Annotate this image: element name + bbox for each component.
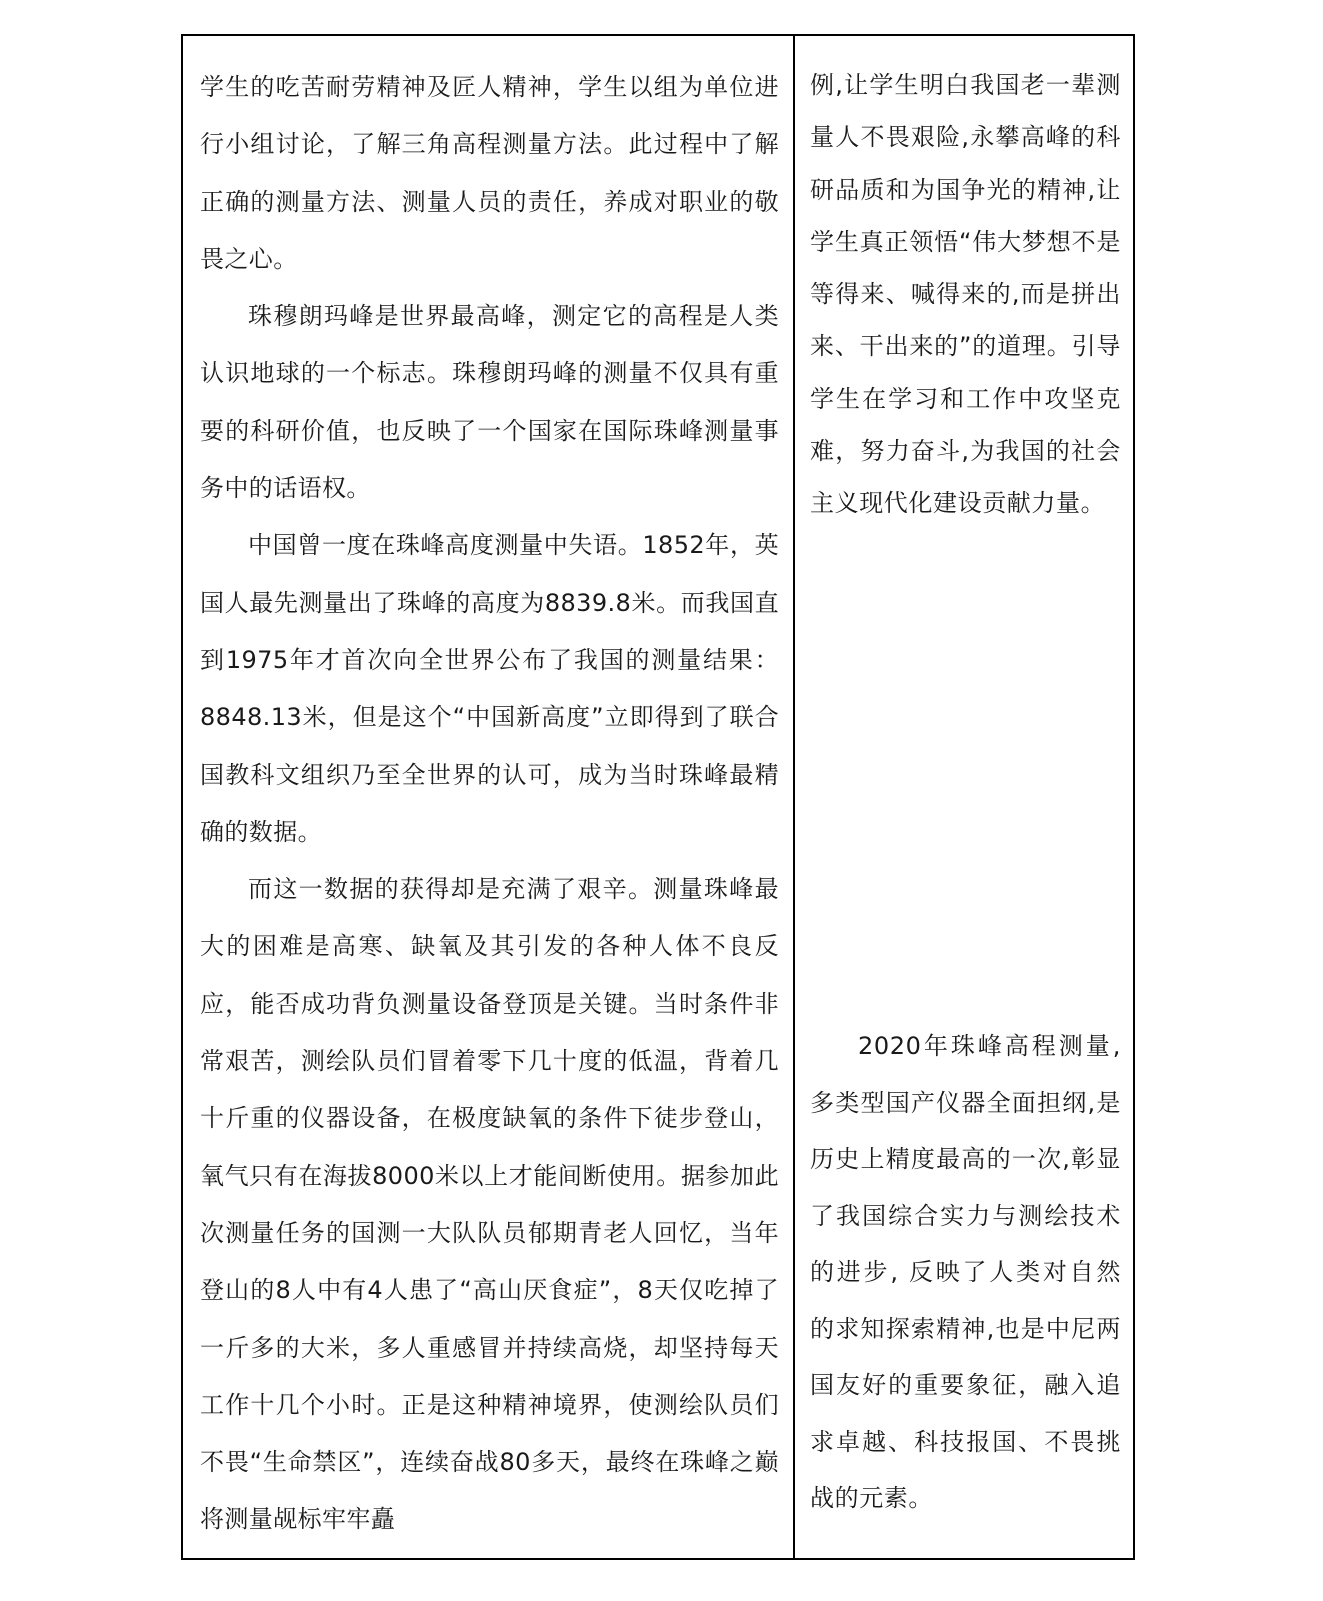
content-table <box>181 34 1135 1560</box>
paragraph-1: 学生的吃苦耐劳精神及匠人精神，学生以组为单位进行小组讨论，了解三角高程测量方法。此过程中了解正确的测量方法、测量人员的责任，养成对职业的敬畏之心。 <box>200 73 779 273</box>
right-column <box>795 36 1133 1558</box>
paragraph-3: 中国曾一度在珠峰高度测量中失语。1852年，英国人最先测量出了珠峰的高度为8839.8米。而我国直到1975年才首次向全世界公布了我国的测量结果：8848.13米，但是这个“中国新高度”立即得到了联合国教科文组织乃至全世界的认可，成为当时珠峰最精确的数据。 <box>200 531 779 846</box>
right-bottom-text: 2020年珠峰高程测量,多类型国产仪器全面担纲,是历史上精度最高的一次,彰显了我国综合实力与测绘技术的进步, 反映了人类对自然的求知探索精神,也是中尼两国友好的重要象征，融入追求卓越、科技报国、不畏挑战的元素。 <box>810 1032 1121 1512</box>
right-top-text: 例,让学生明白我国老一辈测量人不畏艰险,永攀高峰的科研品质和为国争光的精神,让学生真正领悟“伟大梦想不是等得来、喊得来的,而是拼出来、干出来的”的道理。引导学生在学习和工作中攻坚克难，努力奋斗,为我国的社会主义现代化建设贡献力量。 <box>810 71 1121 518</box>
paragraph-4: 而这一数据的获得却是充满了艰辛。测量珠峰最大的困难是高寒、缺氧及其引发的各种人体不良反应，能否成功背负测量设备登顶是关键。当时条件非常艰苦，测绘队员们冒着零下几十度的低温，背着几十斤重的仪器设备，在极度缺氧的条件下徒步登山，氧气只有在海拔8000米以上才能间断使用。据参加此次测量任务的国测一大队队员郁期青老人回忆，当年登山的8人中有4人患了“高山厌食症”，8天仅吃掉了一斤多的大米，多人重感冒并持续高烧，却坚持每天工作十几个小时。正是这种精神境界，使测绘队员们不畏“生命禁区”，连续奋战80多天，最终在珠峰之巅将测量觇标牢牢矗 <box>200 875 779 1534</box>
left-column <box>183 36 795 1558</box>
paragraph-2: 珠穆朗玛峰是世界最高峰，测定它的高程是人类认识地球的一个标志。珠穆朗玛峰的测量不仅具有重要的科研价值，也反映了一个国家在国际珠峰测量事务中的话语权。 <box>200 302 779 503</box>
right-bottom-block <box>810 1018 1121 1527</box>
